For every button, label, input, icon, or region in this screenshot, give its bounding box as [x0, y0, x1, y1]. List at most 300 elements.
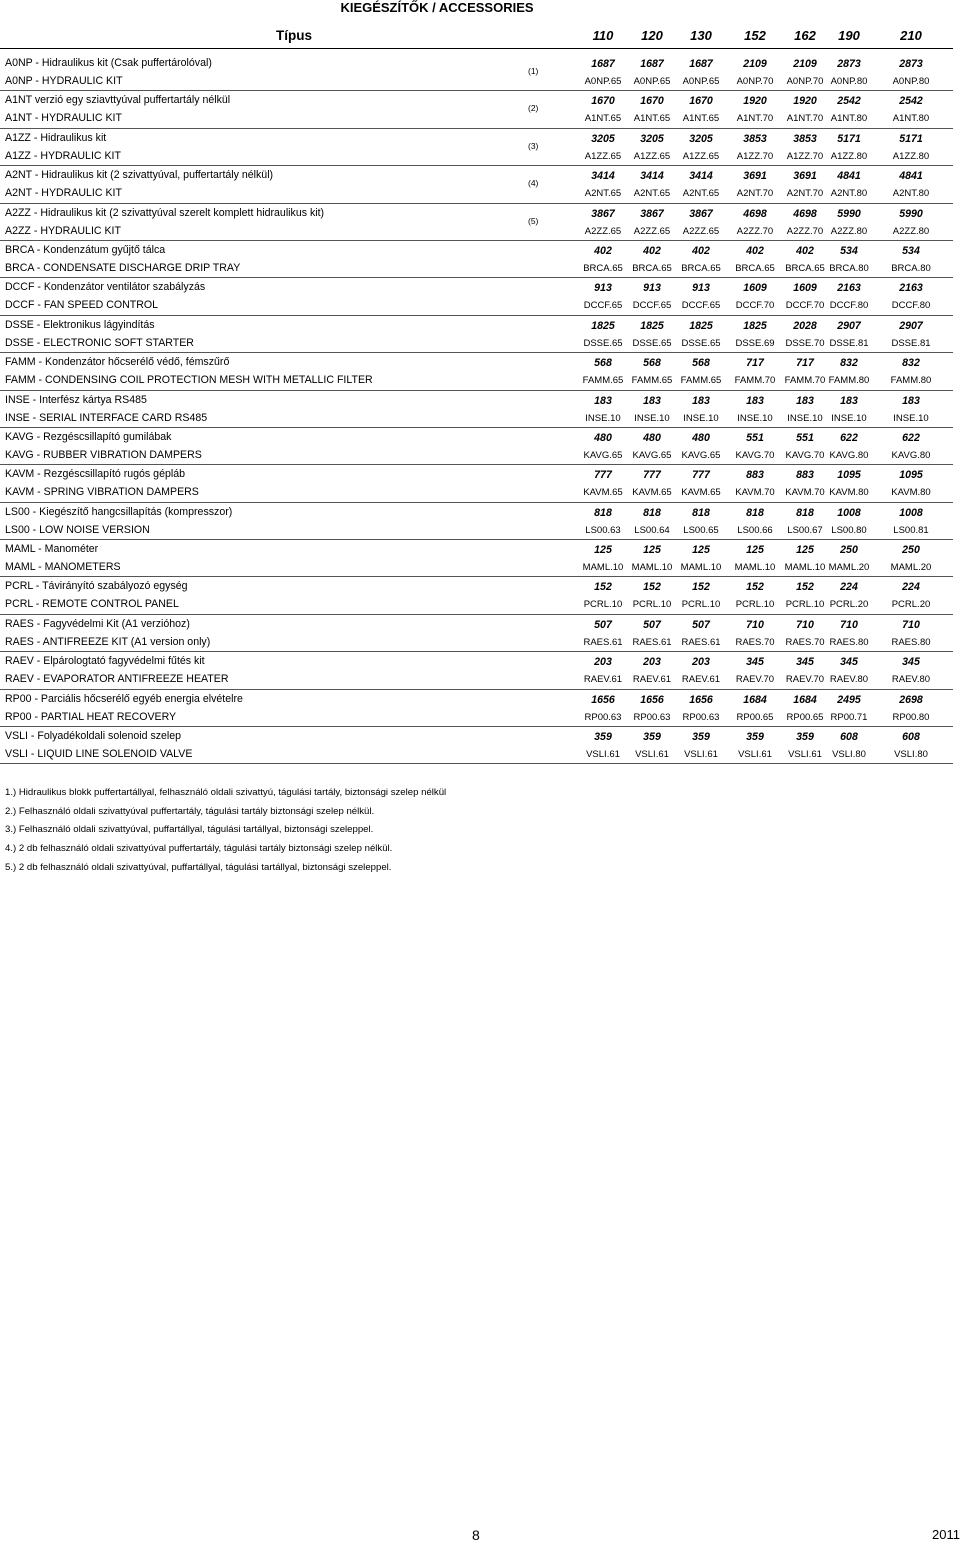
code-cell: A2ZZ.70 — [786, 225, 824, 237]
code-cell: A1ZZ.65 — [633, 150, 671, 162]
code-cell: PCRL.10 — [583, 599, 623, 611]
price-cell: 818 — [746, 506, 764, 519]
code-cell: LS00.67 — [787, 524, 823, 536]
price-cell: 913 — [643, 282, 661, 295]
price-cell: 551 — [796, 431, 814, 444]
code-cell: INSE.10 — [893, 412, 929, 424]
price-cell: 183 — [692, 394, 710, 407]
code-cell: MAML.10 — [631, 562, 673, 574]
code-cell: A1ZZ.65 — [584, 150, 622, 162]
code-cell: A1NT.65 — [633, 113, 671, 125]
price-cell: 183 — [796, 394, 814, 407]
description-en: KAVG - RUBBER VIBRATION DAMPERS — [5, 448, 202, 461]
table-row — [0, 727, 953, 764]
code-cell: A2ZZ.65 — [584, 225, 622, 237]
code-cell: FAMM.80 — [828, 375, 870, 387]
price-cell: 2109 — [793, 58, 817, 70]
price-cell: 152 — [692, 581, 710, 594]
price-cell: 359 — [643, 731, 661, 744]
description-en: A0NP - HYDRAULIC KIT — [5, 75, 123, 87]
price-cell: 3205 — [591, 132, 615, 145]
table-row — [0, 428, 953, 465]
code-cell: A1NT.65 — [584, 113, 622, 125]
code-cell: RAEV.70 — [785, 674, 825, 686]
code-cell: LS00.65 — [683, 524, 719, 536]
price-cell: 3867 — [591, 207, 615, 220]
price-cell: 359 — [796, 731, 814, 744]
footnote: 2.) Felhasználó oldali szivattyúval puffertartály, tágulási tartály biztonsági szelep nélkül. — [5, 805, 375, 817]
description-en: INSE - SERIAL INTERFACE CARD RS485 — [5, 411, 208, 424]
code-cell: INSE.10 — [634, 412, 670, 424]
code-cell: KAVG.70 — [735, 449, 775, 461]
price-cell: 1670 — [689, 95, 713, 108]
table-row — [0, 391, 953, 428]
price-cell: 359 — [692, 731, 710, 744]
code-cell: VSLI.61 — [738, 749, 772, 761]
table-row — [0, 503, 953, 540]
code-cell: BRCA.65 — [785, 262, 825, 274]
description-hu: A2NT - Hidraulikus kit (2 szivattyúval, puffertartály nélkül) — [5, 169, 274, 182]
code-cell: PCRL.10 — [735, 599, 775, 611]
description-en: MAML - MANOMETERS — [5, 561, 121, 574]
code-cell: RAES.80 — [891, 636, 931, 648]
price-cell: 777 — [643, 469, 661, 482]
description-hu: DSSE - Elektronikus lágyindítás — [5, 318, 155, 331]
price-cell: 480 — [692, 431, 710, 444]
price-cell: 818 — [796, 506, 814, 519]
price-cell: 818 — [594, 506, 612, 519]
code-cell: KAVG.65 — [681, 449, 721, 461]
price-cell: 3205 — [640, 132, 664, 145]
code-cell: VSLI.61 — [635, 749, 669, 761]
code-cell: RAEV.80 — [829, 674, 869, 686]
code-cell: A2ZZ.70 — [736, 225, 774, 237]
price-cell: 402 — [594, 244, 612, 257]
footnote: 3.) Felhasználó oldali szivattyúval, puffartállyal, tágulási tartállyal, biztonsági szeleppel. — [5, 824, 374, 836]
table-row — [0, 54, 953, 91]
column-header: 120 — [641, 28, 663, 43]
code-cell: A1NT.65 — [682, 113, 720, 125]
code-cell: PCRL.10 — [785, 599, 825, 611]
code-cell: BRCA.65 — [681, 262, 721, 274]
price-cell: 2109 — [743, 58, 767, 70]
page-number: 8 — [472, 1527, 480, 1543]
code-cell: RP00.63 — [682, 711, 720, 723]
price-cell: 3414 — [640, 170, 664, 183]
code-cell: DSSE.65 — [681, 337, 721, 349]
code-cell: RP00.65 — [786, 711, 824, 723]
description-hu: DCCF - Kondenzátor ventilátor szabályzás — [5, 281, 206, 294]
price-cell: 777 — [594, 469, 612, 482]
footnote-ref: (1) — [528, 66, 539, 76]
code-cell: DCCF.65 — [583, 300, 623, 312]
price-cell: 480 — [643, 431, 661, 444]
code-cell: INSE.10 — [787, 412, 823, 424]
header-divider — [0, 48, 953, 49]
code-cell: RP00.63 — [584, 711, 622, 723]
price-cell: 710 — [796, 618, 814, 631]
code-cell: KAVM.70 — [735, 487, 775, 499]
code-cell: PCRL.10 — [681, 599, 721, 611]
code-cell: RAES.61 — [681, 636, 721, 648]
code-cell: INSE.10 — [683, 412, 719, 424]
price-cell: 1684 — [743, 693, 767, 706]
price-cell: 5990 — [837, 207, 861, 220]
price-cell: 125 — [692, 544, 710, 557]
price-cell: 3205 — [689, 132, 713, 145]
code-cell: VSLI.80 — [894, 749, 928, 761]
code-cell: KAVG.65 — [632, 449, 672, 461]
description-en: A1NT - HYDRAULIC KIT — [5, 112, 122, 125]
description-en: RAEV - EVAPORATOR ANTIFREEZE HEATER — [5, 673, 229, 686]
price-cell: 125 — [796, 544, 814, 557]
price-cell: 1670 — [591, 95, 615, 108]
price-cell: 1684 — [793, 693, 817, 706]
price-cell: 818 — [643, 506, 661, 519]
table-row — [0, 278, 953, 315]
price-cell: 3691 — [743, 170, 767, 183]
code-cell: VSLI.61 — [586, 749, 620, 761]
price-cell: 1656 — [689, 693, 713, 706]
price-cell: 710 — [746, 618, 764, 631]
code-cell: A0NP.70 — [786, 76, 824, 87]
price-cell: 710 — [840, 618, 858, 631]
price-cell: 402 — [796, 244, 814, 257]
price-cell: 224 — [902, 581, 920, 594]
price-cell: 359 — [594, 731, 612, 744]
code-cell: FAMM.70 — [734, 375, 776, 387]
description-hu: RAEV - Elpárologtató fagyvédelmi fűtés kit — [5, 655, 205, 668]
code-cell: RAEV.80 — [891, 674, 931, 686]
price-cell: 568 — [594, 357, 612, 370]
price-cell: 1008 — [837, 506, 861, 519]
code-cell: KAVM.80 — [829, 487, 869, 499]
description-hu: A1ZZ - Hidraulikus kit — [5, 131, 107, 144]
price-cell: 152 — [796, 581, 814, 594]
description-hu: KAVM - Rezgéscsillapító rugós gépláb — [5, 468, 185, 481]
table-row — [0, 465, 953, 502]
description-en: FAMM - CONDENSING COIL PROTECTION MESH WITH METALLIC FILTER — [5, 374, 373, 387]
code-cell: INSE.10 — [737, 412, 773, 424]
price-cell: 2873 — [837, 58, 861, 70]
price-cell: 203 — [692, 656, 710, 669]
table-header — [0, 24, 953, 47]
description-hu: INSE - Interfész kártya RS485 — [5, 393, 147, 406]
price-cell: 3867 — [640, 207, 664, 220]
column-header: 190 — [838, 28, 860, 43]
price-cell: 152 — [643, 581, 661, 594]
code-cell: LS00.80 — [831, 524, 867, 536]
price-cell: 3414 — [689, 170, 713, 183]
price-cell: 1825 — [743, 319, 767, 332]
code-cell: A2NT.65 — [682, 188, 720, 200]
code-cell: LS00.64 — [634, 524, 670, 536]
price-cell: 2698 — [899, 693, 923, 706]
description-en: RP00 - PARTIAL HEAT RECOVERY — [5, 710, 177, 723]
code-cell: A1ZZ.80 — [892, 150, 930, 162]
description-en: KAVM - SPRING VIBRATION DAMPERS — [5, 486, 199, 499]
price-cell: 402 — [643, 244, 661, 257]
description-hu: MAML - Manométer — [5, 543, 99, 556]
price-cell: 1920 — [743, 95, 767, 108]
description-hu: RP00 - Parciális hőcserélő egyéb energia elvételre — [5, 692, 243, 705]
price-cell: 4841 — [899, 170, 923, 183]
footnote-ref: (4) — [528, 178, 539, 189]
code-cell: A1NT.70 — [786, 113, 824, 125]
code-cell: BRCA.65 — [583, 262, 623, 274]
price-cell: 507 — [692, 618, 710, 631]
price-cell: 3691 — [793, 170, 817, 183]
price-cell: 568 — [643, 357, 661, 370]
price-cell: 402 — [746, 244, 764, 257]
price-cell: 534 — [840, 244, 858, 257]
table-row — [0, 316, 953, 353]
price-cell: 1687 — [689, 58, 713, 70]
price-cell: 1095 — [899, 469, 923, 482]
price-cell: 345 — [902, 656, 920, 669]
code-cell: DSSE.81 — [829, 337, 869, 349]
price-cell: 125 — [643, 544, 661, 557]
code-cell: RAES.61 — [583, 636, 623, 648]
code-cell: A1ZZ.70 — [736, 150, 774, 162]
code-cell: LS00.81 — [893, 524, 929, 536]
table-row — [0, 690, 953, 727]
code-cell: A2NT.70 — [786, 188, 824, 200]
description-en: RAES - ANTIFREEZE KIT (A1 version only) — [5, 635, 211, 648]
column-header: 162 — [794, 28, 816, 43]
price-cell: 345 — [746, 656, 764, 669]
code-cell: INSE.10 — [585, 412, 621, 424]
price-cell: 1609 — [793, 282, 817, 295]
code-cell: MAML.10 — [680, 562, 722, 574]
price-cell: 2542 — [899, 95, 923, 108]
code-cell: FAMM.70 — [784, 375, 826, 387]
code-cell: A0NP.65 — [682, 76, 720, 87]
price-cell: 507 — [594, 618, 612, 631]
description-hu: RAES - Fagyvédelmi Kit (A1 verzióhoz) — [5, 617, 190, 630]
code-cell: RAES.80 — [829, 636, 869, 648]
code-cell: A2ZZ.65 — [682, 225, 720, 237]
price-cell: 608 — [840, 731, 858, 744]
price-cell: 2542 — [837, 95, 861, 108]
code-cell: A1NT.80 — [830, 113, 868, 125]
code-cell: RP00.63 — [633, 711, 671, 723]
code-cell: A2NT.80 — [892, 188, 930, 200]
price-cell: 832 — [840, 357, 858, 370]
price-cell: 3853 — [793, 132, 817, 145]
code-cell: A1ZZ.80 — [830, 150, 868, 162]
footer-year: 2011 — [932, 1527, 960, 1542]
description-en: VSLI - LIQUID LINE SOLENOID VALVE — [5, 748, 193, 761]
table-row — [0, 353, 953, 390]
description-en: BRCA - CONDENSATE DISCHARGE DRIP TRAY — [5, 261, 241, 274]
price-cell: 183 — [643, 394, 661, 407]
price-cell: 913 — [594, 282, 612, 295]
code-cell: DCCF.70 — [735, 300, 775, 312]
price-cell: 5171 — [899, 132, 923, 145]
code-cell: RAES.61 — [632, 636, 672, 648]
table-row — [0, 91, 953, 128]
code-cell: A2NT.70 — [736, 188, 774, 200]
code-cell: KAVM.65 — [632, 487, 672, 499]
price-cell: 1825 — [640, 319, 664, 332]
table-row — [0, 652, 953, 689]
code-cell: BRCA.65 — [632, 262, 672, 274]
price-cell: 203 — [594, 656, 612, 669]
price-cell: 4841 — [837, 170, 861, 183]
code-cell: KAVM.70 — [785, 487, 825, 499]
code-cell: DSSE.70 — [785, 337, 825, 349]
footnote-ref: (5) — [528, 215, 539, 226]
code-cell: A0NP.65 — [633, 76, 671, 87]
code-cell: A2NT.65 — [633, 188, 671, 200]
code-cell: A0NP.80 — [830, 76, 868, 87]
column-header: 130 — [690, 28, 712, 43]
price-cell: 2163 — [899, 282, 923, 295]
price-cell: 4698 — [793, 207, 817, 220]
code-cell: DSSE.65 — [583, 337, 623, 349]
price-cell: 183 — [746, 394, 764, 407]
price-cell: 1920 — [793, 95, 817, 108]
page-title — [0, 0, 960, 16]
description-en: DSSE - ELECTRONIC SOFT STARTER — [5, 336, 194, 349]
table-row — [0, 204, 953, 241]
price-cell: 345 — [840, 656, 858, 669]
code-cell: DSSE.69 — [735, 337, 775, 349]
price-cell: 359 — [746, 731, 764, 744]
description-hu: BRCA - Kondenzátum gyűjtő tálca — [5, 243, 166, 256]
footnote-ref: (3) — [528, 140, 539, 151]
code-cell: A0NP.80 — [892, 76, 930, 87]
description-hu: A2ZZ - Hidraulikus kit (2 szivattyúval szerelt komplett hidraulikus kit) — [5, 206, 325, 219]
description-en: A2NT - HYDRAULIC KIT — [5, 187, 122, 200]
code-cell: BRCA.65 — [735, 262, 775, 274]
price-cell: 402 — [692, 244, 710, 257]
code-cell: MAML.20 — [828, 562, 870, 574]
footnote-ref: (2) — [528, 103, 539, 114]
price-cell: 710 — [902, 618, 920, 631]
description-hu: A0NP - Hidraulikus kit (Csak puffertárolóval) — [5, 57, 212, 69]
price-cell: 608 — [902, 731, 920, 744]
price-cell: 224 — [840, 581, 858, 594]
code-cell: DCCF.65 — [632, 300, 672, 312]
table-row — [0, 166, 953, 203]
code-cell: MAML.10 — [582, 562, 624, 574]
tipus-label: Típus — [276, 28, 312, 43]
price-cell: 2907 — [837, 319, 861, 332]
code-cell: A2NT.65 — [584, 188, 622, 200]
page-title-text: KIEGÉSZÍTŐK / ACCESSORIES — [340, 0, 534, 15]
code-cell: KAVM.65 — [583, 487, 623, 499]
price-cell: 1656 — [591, 693, 615, 706]
price-cell: 125 — [594, 544, 612, 557]
price-cell: 1609 — [743, 282, 767, 295]
price-cell: 183 — [902, 394, 920, 407]
price-cell: 507 — [643, 618, 661, 631]
price-cell: 3414 — [591, 170, 615, 183]
price-cell: 777 — [692, 469, 710, 482]
price-cell: 5990 — [899, 207, 923, 220]
price-cell: 250 — [840, 544, 858, 557]
price-cell: 480 — [594, 431, 612, 444]
price-cell: 883 — [796, 469, 814, 482]
price-cell: 345 — [796, 656, 814, 669]
code-cell: A1NT.70 — [736, 113, 774, 125]
code-cell: KAVM.65 — [681, 487, 721, 499]
code-cell: LS00.63 — [585, 524, 621, 536]
footnotes — [5, 784, 446, 877]
price-cell: 125 — [746, 544, 764, 557]
description-en: A1ZZ - HYDRAULIC KIT — [5, 149, 121, 162]
code-cell: DSSE.81 — [891, 337, 931, 349]
price-cell: 4698 — [743, 207, 767, 220]
price-cell: 183 — [594, 394, 612, 407]
code-cell: A0NP.65 — [584, 76, 622, 87]
table-row — [0, 577, 953, 614]
description-hu: PCRL - Távirányító szabályozó egység — [5, 580, 188, 593]
price-cell: 152 — [594, 581, 612, 594]
code-cell: DCCF.65 — [681, 300, 721, 312]
price-cell: 152 — [746, 581, 764, 594]
price-cell: 183 — [840, 394, 858, 407]
table-row — [0, 129, 953, 166]
price-cell: 5171 — [837, 132, 861, 145]
price-cell: 3867 — [689, 207, 713, 220]
table-row — [0, 615, 953, 652]
code-cell: A2NT.80 — [830, 188, 868, 200]
code-cell: RAEV.61 — [681, 674, 721, 686]
description-hu: LS00 - Kiegészítő hangcsillapítás (kompresszor) — [5, 505, 233, 518]
code-cell: BRCA.80 — [829, 262, 869, 274]
price-cell: 2028 — [793, 319, 817, 332]
price-cell: 832 — [902, 357, 920, 370]
price-cell: 2907 — [899, 319, 923, 332]
price-cell: 1825 — [591, 319, 615, 332]
description-hu: KAVG - Rezgéscsillapító gumilábak — [5, 430, 172, 443]
footnote: 4.) 2 db felhasználó oldali szivattyúval puffertartály, tágulási tartály biztonsági szelep nélkül. — [5, 843, 393, 855]
code-cell: MAML.10 — [734, 562, 776, 574]
code-cell: A2ZZ.80 — [830, 225, 868, 237]
price-cell: 1008 — [899, 506, 923, 519]
code-cell: PCRL.10 — [632, 599, 672, 611]
code-cell: RP00.65 — [736, 711, 774, 723]
price-cell: 913 — [692, 282, 710, 295]
code-cell: DCCF.70 — [785, 300, 825, 312]
price-cell: 622 — [840, 431, 858, 444]
code-cell: DCCF.80 — [891, 300, 931, 312]
column-header: 152 — [744, 28, 766, 43]
code-cell: RP00.80 — [892, 711, 930, 723]
table-row — [0, 540, 953, 577]
description-en: LS00 - LOW NOISE VERSION — [5, 523, 150, 536]
code-cell: KAVG.70 — [785, 449, 825, 461]
price-cell: 1095 — [837, 469, 861, 482]
price-cell: 717 — [746, 357, 764, 370]
table-row — [0, 241, 953, 278]
price-cell: 203 — [643, 656, 661, 669]
code-cell: KAVG.80 — [829, 449, 869, 461]
code-cell: A1NT.80 — [892, 113, 930, 125]
code-cell: RAEV.61 — [632, 674, 672, 686]
code-cell: FAMM.80 — [890, 375, 932, 387]
code-cell: VSLI.80 — [832, 749, 866, 761]
footnote: 1.) Hidraulikus blokk puffertartállyal, felhasználó oldali szivattyú, tágulási tartály, biztonsági szelep nélkül — [5, 787, 447, 798]
code-cell: PCRL.20 — [829, 599, 869, 611]
price-cell: 568 — [692, 357, 710, 370]
price-cell: 1656 — [640, 693, 664, 706]
code-cell: RAEV.61 — [583, 674, 623, 686]
code-cell: MAML.10 — [784, 562, 826, 574]
